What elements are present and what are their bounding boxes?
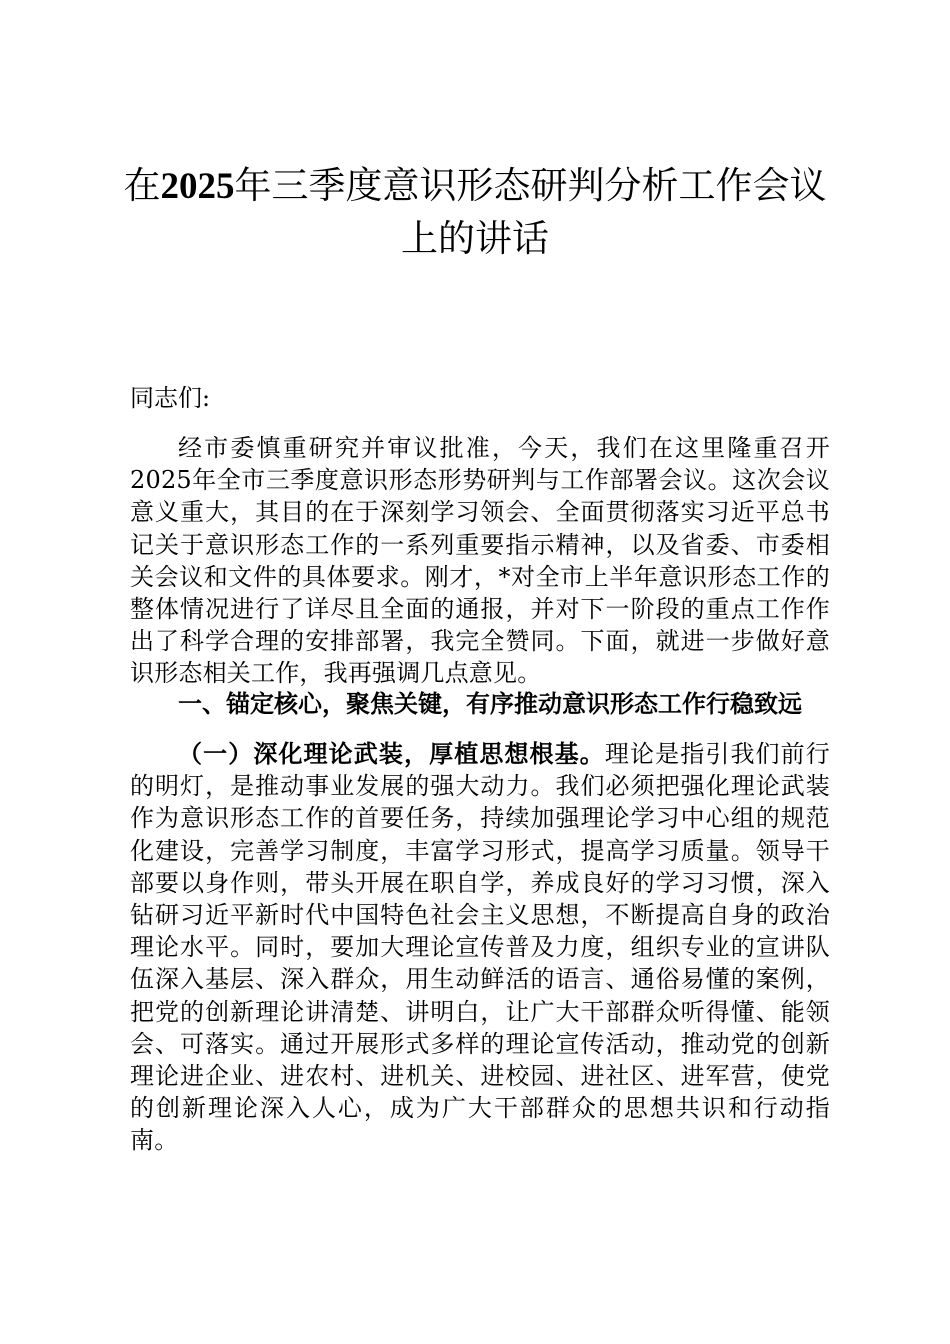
title-prefix: 在 — [123, 164, 161, 207]
title-suffix: 年三季度意识形态研判分析工作会议 — [234, 164, 827, 207]
title-line-2: 上的讲话 — [401, 217, 549, 260]
section-heading-1: 一、锚定核心，聚焦关键，有序推动意识形态工作行稳致远 — [178, 689, 802, 718]
opening-paragraph: 经市委慎重研究并审议批准，今天，我们在这里隆重召开2025年全市三季度意识形态形势研判与工作部署会议。这次会议意义重大，其目的在于深刻学习领会、全面贯彻落实习近平总书记关于意识形态工作的一系列重要指示精神，以及省委、市委相关会议和文件的具体要求。刚才，*对全市上半年意识形态工作的整体情况进行了详尽且全面的通报，并对下一阶段的重点工作作出了科学合理的安排部署，我完全赞同。下面，就进一步做好意识形态相关工作，我再强调几点意见。 — [130, 434, 830, 688]
salutation: 同志们: — [130, 384, 211, 412]
subsection-paragraph-1 — [130, 738, 830, 1157]
document-title — [110, 160, 840, 265]
subsection-lead-1: （一）深化理论武装，厚植思想根基。 — [178, 739, 605, 768]
title-year: 2025 — [160, 166, 235, 207]
subsection-body-1: 理论是指引我们前行的明灯，是推动事业发展的强大动力。我们必须把强化理论武装作为意识形态工作的首要任务，持续加强理论学习中心组的规范化建设，完善学习制度，丰富学习形式，提高学习质量。领导干部要以身作则，带头开展在职自学，养成良好的学习习惯，深入钻研习近平新时代中国特色社会主义思想，不断提高自身的政治理论水平。同时，要加大理论宣传普及力度，组织专业的宣讲队伍深入基层、深入群众，用生动鲜活的语言、通俗易懂的案例，把党的创新理论讲清楚、讲明白，让广大干部群众听得懂、能领会、可落实。通过开展形式多样的理论宣传活动，推动党的创新理论进企业、进农村、进机关、进校园、进社区、进军营，使党的创新理论深入人心，成为广大干部群众的思想共识和行动指南。 — [130, 740, 830, 1155]
